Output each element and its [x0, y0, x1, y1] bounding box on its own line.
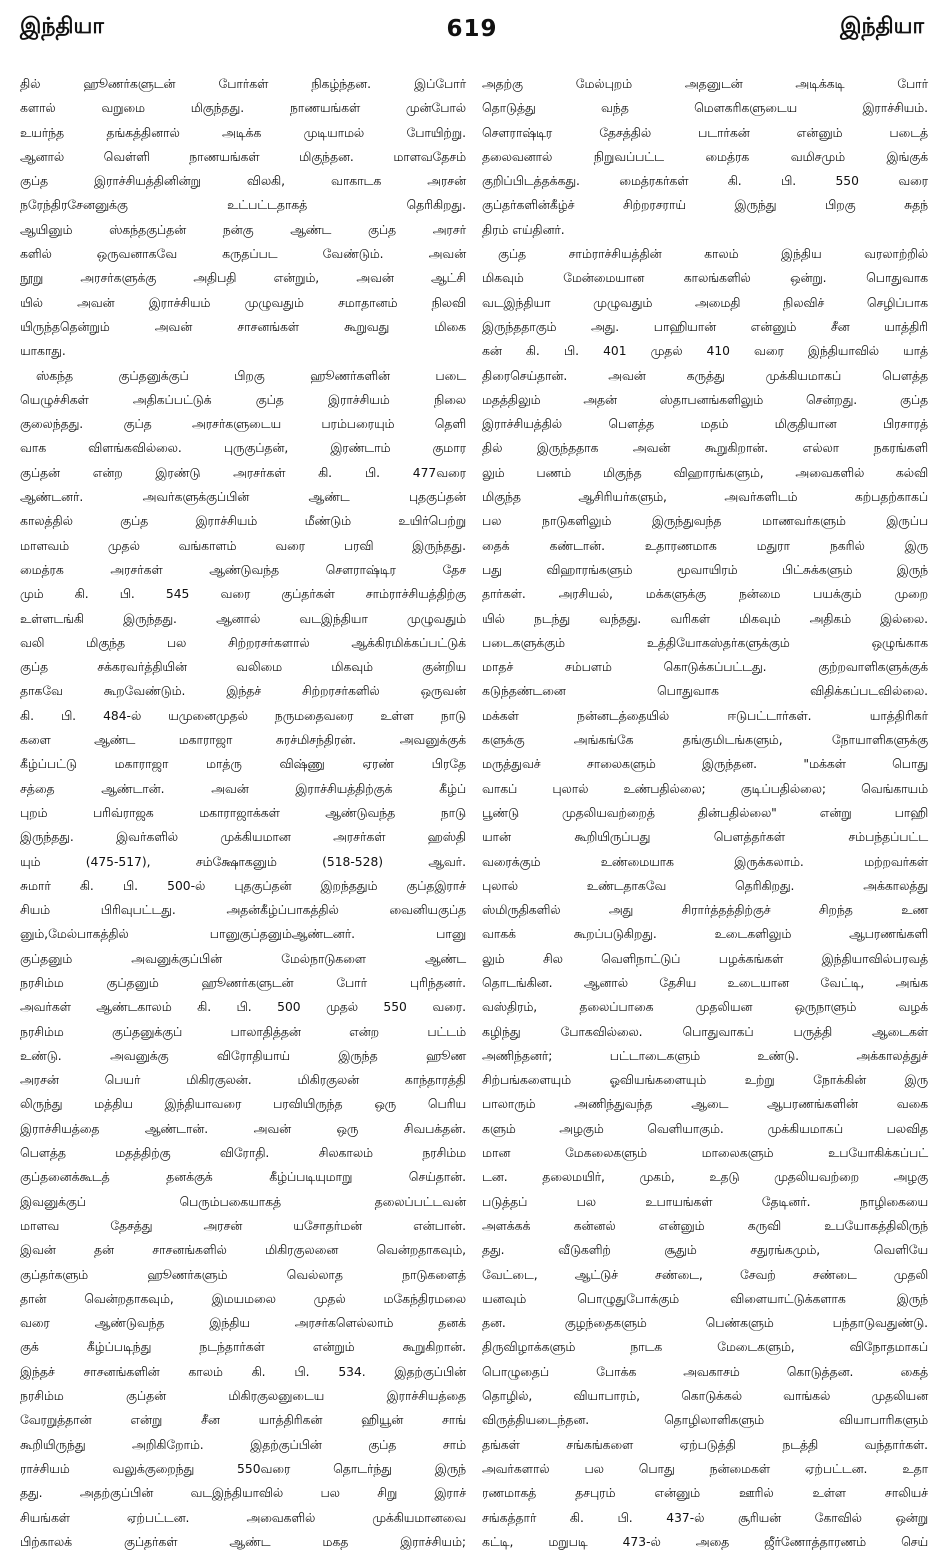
left-column-line: வரை ஆண்டுவந்த இந்திய அரசர்களெல்லாம் தனக் — [20, 1316, 466, 1331]
left-column-line: ராச்சியம் வலுக்குறைந்து 550வரை தொடர்ந்து இருந் — [20, 1461, 466, 1476]
right-column-line: சங்கத்தார் கி. பி. 437-ல் சூரியன் கோவில் ஒன்று — [482, 1510, 928, 1525]
right-column-line: மருத்துவச் சாலைகளும் இருந்தன. "மக்கள் பொது — [482, 757, 928, 772]
right-column-line: மக்கள் நன்னடத்தையில் ஈடுபட்டார்கள். யாத்திரிகர் — [482, 708, 928, 723]
right-column-line: தங்கள் சங்கங்களை ஏற்படுத்தி நடத்தி வந்தார்கள். — [482, 1437, 928, 1452]
right-column-line: தொழில், வியாபாரம், கொடுக்கல் வாங்கல் முதலியன — [482, 1389, 928, 1404]
left-column-line: மும் கி. பி. 545 வரை குப்தர்கள் சாம்ராச்சியத்திற்கு — [20, 587, 466, 602]
page-header — [20, 10, 924, 66]
right-column-line: வஸ்திரம், தலைப்பாகை முதலியன ஒருநாளும் வழக் — [482, 1000, 928, 1015]
left-column-line: கி. பி. 484-ல் யமுனைமுதல் நருமதைவரை உள்ள நாடு — [20, 708, 466, 723]
left-column-line: உள்ளடங்கி இருந்தது. ஆனால் வடஇந்தியா முழுவதும் — [20, 611, 466, 626]
right-column-line: லும் பணம் மிகுந்த விஹாரங்களும், அவைகளில் கல்வி — [482, 465, 928, 480]
right-column-line: அணிந்தனர்; பட்டாடைகளும் உண்டு. அக்காலத்துச் — [482, 1048, 928, 1063]
right-column-line: தலைவனால் நிறுவப்பட்ட மைத்ரக வமிசமும் இங்குக் — [482, 149, 928, 164]
left-column-line: மைத்ரக அரசர்கள் ஆண்டுவந்த சௌராஷ்டிர தேச — [20, 562, 466, 577]
left-column-line: இந்தச் சாசனங்களின் காலம் கி. பி. 534. இதற்குப்பின் — [20, 1364, 466, 1379]
right-column-line: பாலாரும் அணிந்துவந்த ஆடை ஆபரணங்களின் வகை — [482, 1097, 928, 1112]
left-column-line: தில் ஹூணர்களுடன் போர்கள் நிகழ்ந்தன. இப்போர் — [20, 77, 466, 91]
right-column-line: இராச்சியத்தில் பௌத்த மதம் மிகுதியான பிரசாரத் — [482, 417, 928, 432]
left-column-line: குப்தனும் அவனுக்குப்பின் மேல்நாடுகளை ஆண்ட — [20, 951, 466, 966]
left-column-line: ஸ்கந்த குப்தனுக்குப் பிறகு ஹூணர்களின் படை — [36, 368, 466, 383]
right-column-line: யனவும் பொழுதுபோக்கும் விளையாட்டுக்களாக இருந் — [482, 1291, 928, 1306]
right-column-line: படுத்தப் பல உபாயங்கள் தேடினர். நாழிகையை — [482, 1194, 928, 1209]
left-column-line: கீழ்ப்பட்டு மகாராஜா மாத்ரு விஷ்ணு ஏரண் பிரதே — [20, 757, 466, 772]
right-column-line: வரைக்கும் உண்மையாக இருக்கலாம். மற்றவர்கள் — [482, 854, 928, 869]
right-column-line: குப்தர்களின்கீழ்ச் சிற்றரசராய் இருந்து பிறகு சுதந் — [482, 198, 928, 213]
right-column-line: வாகப் புலால் உண்பதில்லை; குடிப்பதில்லை; வெங்காயம் — [482, 781, 928, 796]
right-column-line: பொழுதைப் போக்க அவகாசம் கொடுத்தன. கைத் — [482, 1364, 928, 1379]
left-column-line: குப்தர்களும் ஹூணர்களும் வெல்லாத நாடுகளைத் — [20, 1267, 466, 1282]
left-column-line: யெழுச்சிகள் அதிகப்பட்டுக் குப்த இராச்சியம் நிலை — [20, 392, 466, 407]
left-column-line: சியம் பிரிவுபட்டது. அதன்கீழ்ப்பாகத்தில் வைனியகுப்த — [20, 903, 466, 918]
right-column-line: ரணமாகத் தசபுரம் என்னும் ஊரில் உள்ள சாலியச் — [482, 1486, 928, 1501]
left-text-column — [20, 72, 466, 1549]
right-column-line: படைகளுக்கும் உத்தியோகஸ்தர்களுக்கும் ஒழுங்காக — [482, 635, 928, 650]
left-column-line: தது. அதற்குப்பின் வடஇந்தியாவில் பல சிறு இராச் — [20, 1486, 466, 1501]
right-column-line: சௌராஷ்டிர தேசத்தில் படார்கன் என்னும் படைத் — [482, 125, 928, 140]
text-columns — [20, 72, 928, 1549]
left-column-line: களால் வறுமை மிகுந்தது. நாணயங்கள் முன்போல் — [20, 101, 466, 116]
left-column-line: சியங்கள் ஏற்பட்டன. அவைகளில் முக்கியமானவை — [20, 1510, 466, 1525]
left-column-line: சத்தை ஆண்டான். அவன் இராச்சியத்திற்குக் கீழ்ப் — [20, 781, 466, 796]
left-column-line: நூறு அரசர்களுக்கு அதிபதி என்றும், அவன் ஆட்சி — [20, 271, 466, 286]
left-column-line: உயர்ந்த தங்கத்தினால் அடிக்க முடியாமல் போயிற்று. — [20, 125, 466, 140]
left-column-line: நரசிம்ம குப்தனுக்குப் பாலாதித்தன் என்ற பட்டம் — [20, 1024, 466, 1039]
right-column-line: விருத்தியடைந்தன. தொழிலாளிகளும் வியாபாரிகளும் — [482, 1413, 928, 1428]
right-column-line: கட்டி, மறுபடி 473-ல் அதை ஜீர்ணோத்தாரணம் செய் — [482, 1534, 928, 1549]
right-column-line: களுக்கு அங்கங்கே தங்குமிடங்களும், நோயாளிகளுக்கு — [482, 733, 928, 748]
left-column-line: ஆனால் வெள்ளி நாணயங்கள் மிகுந்தன. மாளவதேசம் — [20, 149, 466, 164]
left-column-line: குப்த சக்கரவர்த்தியின் வலிமை மிகவும் குன்றிய — [20, 660, 466, 675]
right-column-line: வாகக் கூறப்படுகிறது. உடைகளிலும் ஆபரணங்களி — [482, 927, 928, 942]
right-column-line: தில் இருந்ததாக அவன் கூறுகிறான். எல்லா நகரங்களி — [482, 441, 928, 456]
right-column-line: கழிந்து போகவில்லை. பொதுவாகப் பருத்தி ஆடைகள் — [482, 1024, 928, 1039]
left-column-line: வாக விளங்கவில்லை. புருகுப்தன், இரண்டாம் குமார — [20, 441, 466, 456]
right-column-line: குப்த சாம்ராச்சியத்தின் காலம் இந்திய வரலாற்றில் — [498, 247, 928, 262]
right-column-line: புலால் உண்டதாகவே தெரிகிறது. அக்காலத்து — [482, 878, 928, 893]
right-column-line: டன. தலைமயிர், முகம், உதடு முதலியவற்றை அழகு — [482, 1170, 928, 1185]
left-column-line: காலத்தில் குப்த இராச்சியம் மீண்டும் உயிர்பெற்று — [20, 514, 466, 529]
left-column-line: களில் ஒருவனாகவே கருதப்பட வேண்டும். அவன் — [20, 247, 466, 262]
left-column-line: கூறியிருந்து அறிகிறோம். இதற்குப்பின் குப்த சாம் — [20, 1437, 466, 1452]
right-column-line: திருவிழாக்களும் நாடக மேடைகளும், விநோதமாகப் — [482, 1340, 928, 1355]
right-column-line: சிற்பங்களையும் ஓவியங்களையும் உற்று நோக்கின் இரு — [482, 1073, 928, 1088]
right-column-line: யான் கூறியிருப்பது பௌத்தர்கள் சம்பந்தப்பட்ட — [482, 830, 928, 845]
left-column-line: இவனுக்குப் பெரும்பகையாகத் தலைப்பட்டவன் — [20, 1194, 466, 1209]
left-column-line: நரேந்திரசேனனுக்கு உட்பட்டதாகத் தெரிகிறது. — [20, 198, 466, 213]
right-column-line: தன. குழந்தைகளும் பெண்களும் பந்தாடுவதுண்டு. — [482, 1316, 928, 1331]
right-column-line: திரம் எய்தினர். — [482, 222, 565, 237]
right-column-line: இருந்ததாகும் அது. பாஹியான் என்னும் சீன யாத்திரி — [482, 319, 928, 334]
left-column-line: குக் கீழ்ப்படிந்து நடந்தார்கள் என்றும் கூறுகிறான். — [20, 1340, 466, 1355]
left-column-line: யிருந்ததென்றும் அவன் சாசனங்கள் கூறுவது மிகை — [20, 319, 466, 334]
right-column-line: மிகுந்த ஆசிரியர்களும், அவர்களிடம் கற்பதற்காகப் — [482, 490, 928, 505]
left-column-line: பிற்காலக் குப்தர்கள் ஆண்ட மகத இராச்சியம்; — [20, 1534, 466, 1549]
page-number: 619 — [446, 16, 498, 42]
right-column-line: தார்கள். அரசியல், மக்களுக்கு நன்மை பயக்கும் முறை — [482, 587, 928, 602]
right-column-line: குறிப்பிடத்தக்கது. மைத்ரகர்கள் கி. பி. 550 வரை — [482, 174, 928, 189]
right-column-line: தொடுத்து வந்த மௌகரிகளுடைய இராச்சியம். — [482, 101, 928, 116]
left-column-line: இவன் தன் சாசனங்களில் மிகிரகுலனை வென்றதாகவும், — [20, 1243, 466, 1258]
left-column-line: குப்த இராச்சியத்தினின்று விலகி, வாகாடக அரசன் — [20, 174, 466, 189]
left-column-line: யாகாது. — [20, 344, 66, 359]
right-column-line: மதத்திலும் அதன் ஸ்தாபனங்களிலும் சென்றது. குப்த — [482, 392, 928, 407]
left-column-line: யில் அவன் இராச்சியம் முழுவதும் சமாதானம் நிலவி — [20, 295, 466, 310]
right-column-line: திரைசெய்தான். அவன் கருத்து முக்கியமாகப் பௌத்த — [482, 368, 928, 383]
right-column-line: கன் கி. பி. 401 முதல் 410 வரை இந்தியாவில் யாத் — [482, 344, 928, 359]
right-column-line: யில் நடந்து வந்தது. வரிகள் மிகவும் அதிகம் இல்லை. — [482, 611, 928, 626]
left-column-line: இருந்தது. இவர்களில் முக்கியமான அரசர்கள் ஹஸ்தி — [20, 830, 466, 845]
right-column-line: மான மேகலைகளும் மாலைகளும் உபயோகிக்கப்பட் — [482, 1146, 928, 1161]
right-column-line: பூண்டு முதலியவற்றைத் தின்பதில்லை" என்று பாஹி — [482, 805, 928, 820]
left-column-line: மாளவ தேசத்து அரசன் யசோதர்மன் என்பான். — [20, 1218, 466, 1233]
right-column-line: மாதச் சம்பளம் கொடுக்கப்பட்டது. குற்றவாளிகளுக்குக் — [482, 660, 928, 675]
right-column-line: மிகவும் மேன்மையான காலங்களில் ஒன்று. பொதுவாக — [482, 271, 928, 286]
left-column-line: உண்டு. அவனுக்கு விரோதியாய் இருந்த ஹூண — [20, 1048, 466, 1063]
right-column-line: அதற்கு மேல்புறம் அதனுடன் அடிக்கடி போர் — [482, 77, 928, 91]
right-column-line: அளக்கக் கன்னல் என்னும் கருவி உபயோகத்திலிருந் — [482, 1218, 928, 1233]
left-column-line: மாளவம் முதல் வங்காளம் வரை பரவி இருந்தது. — [20, 538, 466, 553]
right-column-line: கடுந்தண்டனை பொதுவாக விதிக்கப்படவில்லை. — [482, 684, 928, 699]
left-column-line: அவர்கள் ஆண்டகாலம் கி. பி. 500 முதல் 550 வரை. — [20, 1000, 466, 1015]
left-column-line: இராச்சியத்தை ஆண்டான். அவன் ஒரு சிவபக்தன். — [20, 1121, 466, 1136]
left-column-line: குப்தனைக்கூடத் தனக்குக் கீழ்ப்படியுமாறு செய்தான். — [20, 1170, 466, 1185]
left-column-line: வலி மிகுந்த பல சிற்றரசர்களால் ஆக்கிரமிக்கப்பட்டுக் — [20, 635, 466, 650]
left-column-line: ஆண்டனர். அவர்களுக்குப்பின் ஆண்ட புதகுப்தன் — [20, 490, 466, 505]
left-column-line: லிருந்து மத்திய இந்தியாவரை பரவியிருந்த ஒரு பெரிய — [20, 1097, 466, 1112]
left-column-line: குப்தன் என்ற இரண்டு அரசர்கள் கி. பி. 477வரை — [20, 465, 466, 480]
right-column-line: களும் அழகும் வெளியாகும். முக்கியமாகப் பலவித — [482, 1121, 928, 1136]
left-column-line: தாகவே கூறவேண்டும். இந்தச் சிற்றரசர்களில் ஒருவன் — [20, 684, 466, 699]
left-column-line: நரசிம்ம குப்தனும் ஹூணர்களுடன் போர் புரிந்தனர். — [20, 975, 466, 990]
running-title-left: இந்தியா — [20, 14, 104, 39]
right-column-line: தொடங்கின. ஆனால் தேசிய உடையான வேட்டி, அங்க — [482, 975, 928, 990]
running-title-right: இந்தியா — [840, 14, 924, 39]
left-column-line: பௌத்த மதத்திற்கு விரோதி. சிலகாலம் நரசிம்ம — [20, 1146, 466, 1161]
left-column-line: நரசிம்ம குப்தன் மிகிரகுலனுடைய இராச்சியத்தை — [20, 1389, 466, 1404]
right-column-line: வேட்டை, ஆட்டுச் சண்டை, சேவற் சண்டை முதலி — [482, 1267, 928, 1282]
right-column-line: ஸ்மிருதிகளில் அது சிரார்த்தத்திற்குச் சிறந்த உண — [482, 903, 928, 918]
right-column-line: வடஇந்தியா முழுவதும் அமைதி நிலவிச் செழிப்பாக — [482, 295, 928, 310]
right-text-column — [482, 72, 928, 1549]
left-column-line: குலைந்தது. குப்த அரசர்களுடைய பரம்பரையும் தெளி — [20, 417, 466, 432]
left-column-line: ஆயினும் ஸ்கந்தகுப்தன் நன்கு ஆண்ட குப்த அரசர் — [20, 222, 466, 237]
right-column-line: தது. வீடுகளிற் சூதும் சதுரங்கமும், வெளியே — [482, 1243, 928, 1258]
left-column-line: புறம் பரிவ்ராஜக மகாராஜாக்கள் ஆண்டுவந்த நாடு — [20, 805, 466, 820]
right-column-line: தைக் கண்டான். உதாரணமாக மதுரா நகரில் இரு — [482, 538, 928, 553]
left-column-line: களை ஆண்ட மகாராஜா சுரச்மிசந்திரன். அவனுக்குக் — [20, 733, 466, 748]
left-column-line: சுமார் கி. பி. 500-ல் புதகுப்தன் இறந்ததும் குப்தஇராச் — [20, 878, 466, 893]
right-column-line: அவர்களால் பல பொது நன்மைகள் ஏற்பட்டன. உதா — [482, 1461, 928, 1476]
right-column-line: பது விஹாரங்களும் மூவாயிரம் பிட்சுக்களும் இருந் — [482, 562, 928, 577]
right-column-line: பல நாடுகளிலும் இருந்துவந்த மாணவர்களும் இருப்ப — [482, 514, 928, 529]
left-column-line: னும்,மேல்பாகத்தில் பானுகுப்தனும்ஆண்டனர். பானு — [20, 927, 466, 942]
left-column-line: அரசன் பெயர் மிகிரகுலன். மிகிரகுலன் காந்தாரத்தி — [20, 1073, 466, 1088]
left-column-line: யும் (475-517), சம்க்ஷோகனும் (518-528) ஆவர். — [20, 854, 466, 869]
left-column-line: தான் வென்றதாகவும், இமயமலை முதல் மகேந்திரமலை — [20, 1291, 466, 1306]
left-column-line: வேரறுத்தான் என்று சீன யாத்திரிகன் ஹியூன் சாங் — [20, 1413, 466, 1428]
right-column-line: லும் சில வெளிநாட்டுப் பழக்கங்கள் இந்தியாவில்பரவத் — [482, 951, 928, 966]
